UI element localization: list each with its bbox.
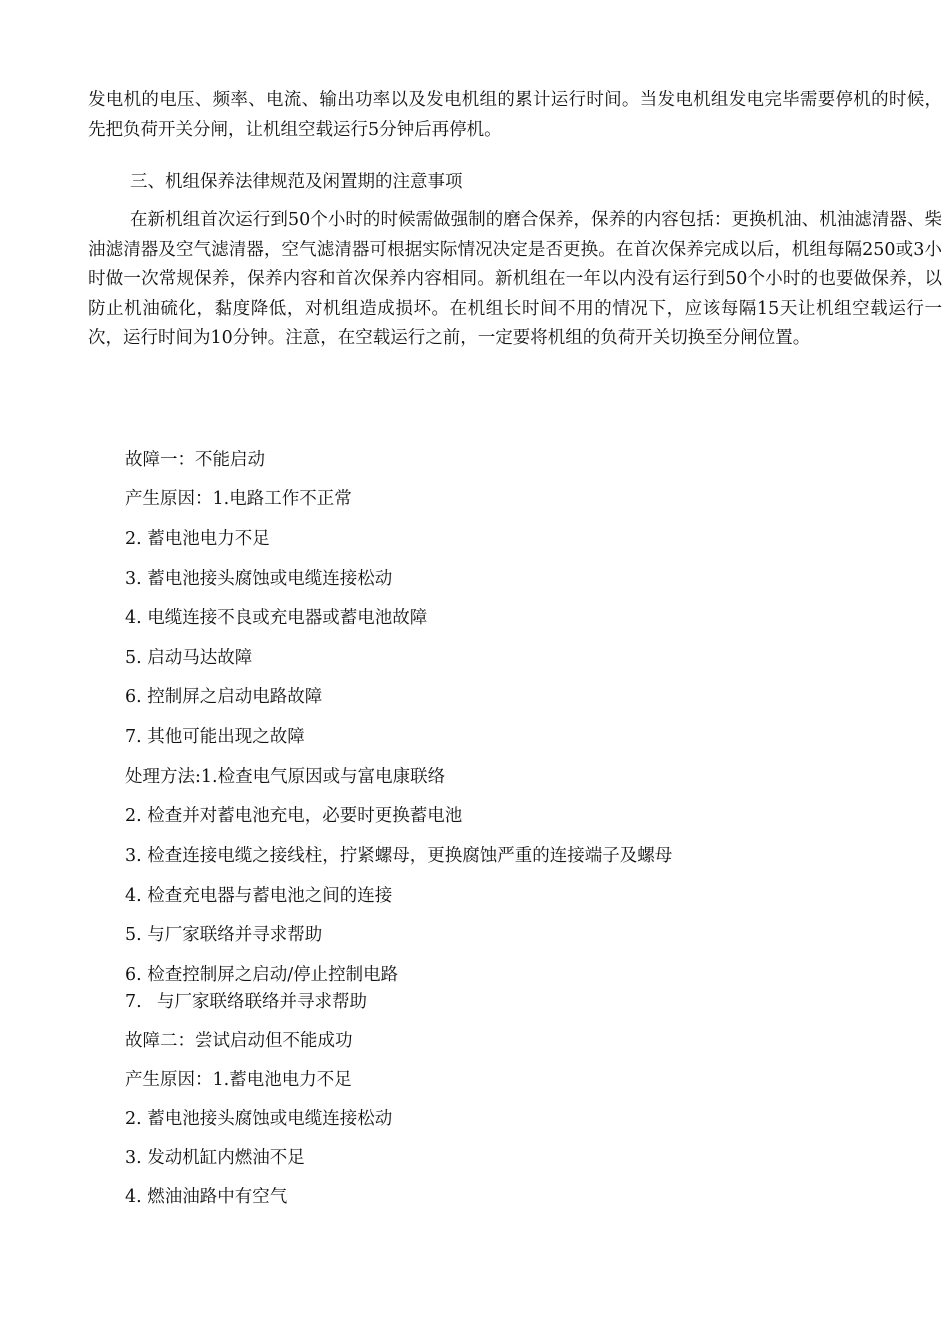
fault1-cause-1: 产生原因：1.电路工作不正常 <box>125 489 352 509</box>
fault2-cause-3: 3. 发动机缸内燃油不足 <box>125 1148 305 1168</box>
section-heading: 三、机组保养法律规范及闲置期的注意事项 <box>130 172 463 192</box>
fault1-solution-5: 5. 与厂家联络并寻求帮助 <box>125 925 323 945</box>
fault1-solution-2: 2. 检查并对蓄电池充电，必要时更换蓄电池 <box>125 806 463 826</box>
fault1-cause-4: 4. 电缆连接不良或充电器或蓄电池故障 <box>125 608 428 628</box>
fault1-solution-3: 3. 检查连接电缆之接线柱，拧紧螺母，更换腐蚀严重的连接端子及螺母 <box>125 846 673 866</box>
solution7-text: 与厂家联络联络并寻求帮助 <box>157 992 367 1012</box>
fault2-cause-2: 2. 蓄电池接头腐蚀或电缆连接松动 <box>125 1109 393 1129</box>
fault1-cause-7: 7. 其他可能出现之故障 <box>125 727 305 747</box>
fault1-title: 故障一：不能启动 <box>125 450 265 470</box>
fault1-cause-5: 5. 启动马达故障 <box>125 648 253 668</box>
fault1-solution-6: 6. 检查控制屏之启动/停止控制电路 <box>125 965 399 985</box>
fault1-cause-6: 6. 控制屏之启动电路故障 <box>125 687 323 707</box>
intro-paragraph: 发电机的电压、频率、电流、输出功率以及发电机组的累计运行时间。当发电机组发电完毕需要停机的时候，先把负荷开关分闸，让机组空载运行5分钟后再停机。 <box>88 90 942 140</box>
fault1-solution-7 <box>125 990 367 1014</box>
fault1-cause-2: 2. 蓄电池电力不足 <box>125 529 270 549</box>
fault2-cause-1: 产生原因：1.蓄电池电力不足 <box>125 1070 352 1090</box>
maintenance-paragraph: 在新机组首次运行到50个小时的时候需做强制的磨合保养，保养的内容包括：更换机油、机油滤清器、柴油滤清器及空气滤清器，空气滤清器可根据实际情况决定是否更换。在首次保养完成以后，机组每隔250或3小时做一次常规保养，保养内容和首次保养内容相同。新机组在一年以内没有运行到50个小时的也要做保养，以防止机油硫化，黏度降低，对机组造成损坏。在机组长时间不用的情况下，应该每隔15天让机组空载运行一次，运行时间为10分钟。注意，在空载运行之前，一定要将机组的负荷开关切换至分闸位置。 <box>88 210 942 349</box>
fault2-title: 故障二：尝试启动但不能成功 <box>125 1031 353 1051</box>
fault1-cause-3: 3. 蓄电池接头腐蚀或电缆连接松动 <box>125 569 393 589</box>
fault2-cause-4: 4. 燃油油路中有空气 <box>125 1187 288 1207</box>
solution7-number: 7. <box>125 992 142 1012</box>
fault1-solution-4: 4. 检查充电器与蓄电池之间的连接 <box>125 886 393 906</box>
fault1-solution-1: 处理方法:1.检查电气原因或与富电康联络 <box>125 767 446 787</box>
